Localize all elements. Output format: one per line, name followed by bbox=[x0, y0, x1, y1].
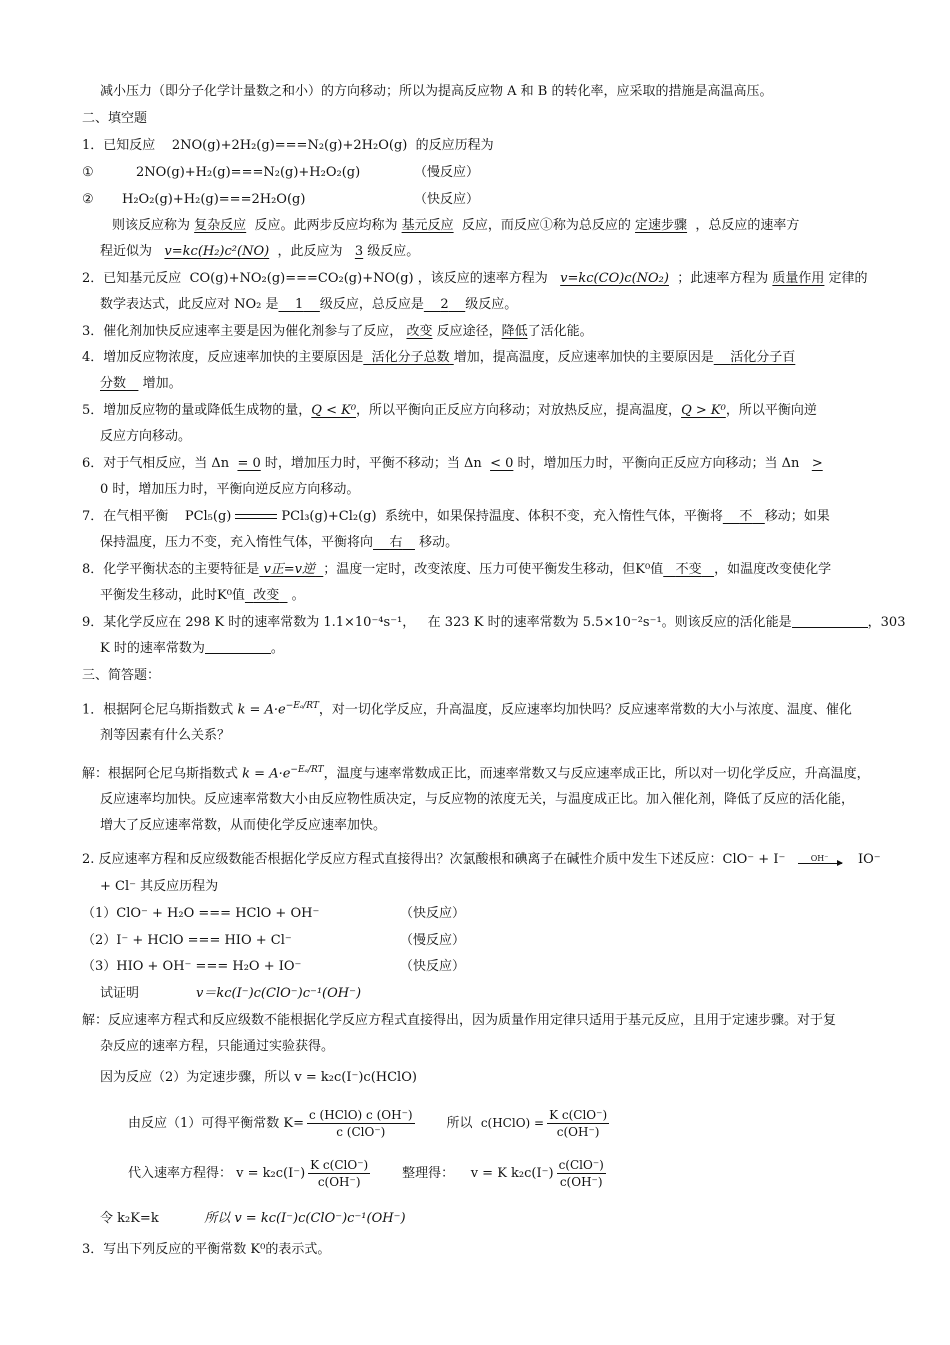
q5-b: ，所以平衡向正反应方向移动；对放热反应，提高温度， bbox=[356, 403, 682, 418]
answer-active-fraction-a: 活化分子百 bbox=[730, 350, 796, 365]
q7-c: 移动；如果 bbox=[764, 509, 830, 524]
s2-q-a: 反应速率方程和反应级数能否根据化学反应方程式直接得出？次氯酸根和碘离子在碱性介质中发生下述反应：ClO⁻ + I⁻ bbox=[98, 852, 786, 867]
s2-a6-b: 所以 v = kc(I⁻)c(ClO⁻)c⁻¹(OH⁻) bbox=[204, 1211, 406, 1226]
q8-d: 平衡发生移动，此时K⁰值 bbox=[100, 588, 245, 603]
q4-line1 bbox=[82, 348, 795, 368]
q1-num: 1． bbox=[82, 138, 104, 153]
q6-line2: 0 时，增加压力时，平衡向逆反应方向移动。 bbox=[100, 482, 360, 497]
q2-line1 bbox=[82, 269, 868, 289]
q4-b: 增加，提高温度，反应速率加快的主要原因是 bbox=[453, 350, 714, 365]
q1-answer-line2 bbox=[100, 242, 419, 262]
s2-substitution bbox=[128, 1157, 609, 1191]
q1-step2-mark: ② bbox=[82, 192, 94, 207]
q9-a: 某化学反应在 298 K 时的速率常数为 1.1×10⁻⁴s⁻¹， bbox=[103, 615, 416, 630]
q2-line2 bbox=[100, 295, 517, 315]
q7-b: 系统中，如果保持温度、体积不变，充入惰性气体，平衡将 bbox=[384, 509, 723, 524]
q7-line1 bbox=[82, 507, 830, 527]
q2-reaction: CO(g)+NO₂(g)===CO₂(g)+NO(g) bbox=[189, 271, 414, 286]
q6-a: 对于气相反应，当 Δn bbox=[103, 456, 230, 471]
step1-mark: ① bbox=[82, 165, 94, 180]
q9-b: 在 323 K 时的速率常数为 5.5×10⁻²s⁻¹。则该反应的活化能是 bbox=[427, 615, 792, 630]
q2-l1-a: 已知基元反应 bbox=[103, 271, 182, 286]
q1-l2-c: 级反应。 bbox=[367, 244, 420, 259]
s2-answer-line3: 因为反应（2）为定速步骤，所以 v = k₂c(I⁻)c(HClO) bbox=[100, 1070, 417, 1085]
s2-a6-a: 令 k₂K=k bbox=[100, 1211, 159, 1226]
fraction-sub: $\frac{\text{K c(ClO⁻)}}{c(OH^-)}$ bbox=[310, 1158, 369, 1189]
s1-question-line2: 剂等因素有什么关系？ bbox=[100, 728, 231, 743]
answer-q2-rate-equation: v=kc(CO)c(NO₂) bbox=[560, 271, 669, 286]
answer-mass-action: 质量作用 bbox=[772, 271, 825, 286]
s2-a5-a: 代入速率方程得： v = k₂c(I⁻) bbox=[128, 1166, 306, 1181]
answer-unchanged: 不变 bbox=[675, 562, 702, 577]
s2-a5-b: 整理得： bbox=[402, 1166, 455, 1181]
answer-changed: 改变 bbox=[253, 588, 280, 603]
s2-a4-b: 所以 bbox=[446, 1116, 473, 1131]
q7-num: 7． bbox=[82, 509, 104, 524]
blank-rate-constant-303k[interactable] bbox=[205, 639, 271, 654]
arrhenius-formula: k = A·e bbox=[237, 702, 286, 718]
q8-c: ，如温度改变使化学 bbox=[714, 562, 832, 577]
s2-prove-equation: v＝kc(I⁻)c(ClO⁻)c⁻¹(OH⁻) bbox=[196, 986, 362, 1001]
section-title-short-answer: 三、简答题： bbox=[82, 668, 161, 683]
q9-e: 。 bbox=[270, 641, 284, 656]
q1-step1 bbox=[82, 163, 94, 183]
s3-num: 3． bbox=[82, 1242, 104, 1257]
s2-step3-note: （快反应） bbox=[400, 959, 466, 974]
q1-reaction: 2NO(g)+2H₂(g)===N₂(g)+2H₂O(g) bbox=[171, 138, 408, 153]
q8-line2 bbox=[100, 586, 305, 606]
s1-q-a: 根据阿仑尼乌斯指数式 bbox=[103, 702, 234, 718]
s2-step1: （1）ClO⁻ + H₂O === HClO + OH⁻ bbox=[82, 906, 320, 921]
s2-a1: 反应速率方程式和反应级数不能根据化学反应方程式直接得出，因为质量作用定律只适用于基元反应，且用于定速步骤。对于复 bbox=[108, 1013, 837, 1028]
answer-no-shift: 不 bbox=[739, 509, 753, 524]
s2-step3: （3）HIO + OH⁻ === H₂O + IO⁻ bbox=[82, 959, 302, 974]
answer-q2-total-order: 2 bbox=[440, 297, 449, 312]
s1-num: 1． bbox=[82, 702, 104, 718]
intro-line: 减小压力（即分子化学计量数之和小）的方向移动；所以为提高反应物 A 和 B 的转化率，应采取的措施是高温高压。 bbox=[100, 84, 773, 99]
s2-answer-line2: 杂反应的速率方程，只能通过实验获得。 bbox=[100, 1039, 335, 1054]
q3-b: 反应途径， bbox=[436, 324, 502, 339]
q9-num: 9． bbox=[82, 615, 104, 630]
q7-e: 移动。 bbox=[419, 535, 459, 550]
s2-a4-c: c(HClO) = bbox=[480, 1116, 545, 1130]
q9-c: ，303 bbox=[867, 615, 906, 630]
s2-conclusion bbox=[100, 1209, 406, 1229]
s2-num: 2. bbox=[82, 852, 95, 867]
s1-q-b: ，对一切化学反应，升高温度，反应速率均加快吗？反应速率常数的大小与浓度、温度、催化 bbox=[318, 702, 852, 718]
arrow-condition-label: OH⁻ bbox=[810, 854, 829, 863]
s2-equilibrium-constant bbox=[128, 1106, 612, 1141]
s3-q: 写出下列反应的平衡常数 K⁰的表示式。 bbox=[103, 1242, 331, 1257]
q3-c: 了活化能。 bbox=[527, 324, 593, 339]
answer-q2-order-no2: 1 bbox=[295, 297, 304, 312]
q6-line1 bbox=[82, 454, 823, 474]
q7-a: 在气相平衡 bbox=[103, 509, 169, 524]
arrhenius-exponent-answer: −Eₐ/RT bbox=[290, 765, 324, 775]
q9-d: K 时的速率常数为 bbox=[100, 641, 205, 656]
section-title-fill-blank: 二、填空题 bbox=[82, 111, 148, 126]
arrhenius-exponent: −Eₐ/RT bbox=[285, 701, 319, 711]
q7-left: PCl₅(g) bbox=[184, 509, 232, 524]
q1-step2-note: （快反应） bbox=[414, 192, 480, 207]
q2-l1-d: 定律的 bbox=[828, 271, 868, 286]
q5-line1 bbox=[82, 401, 817, 421]
q3-num: 3． bbox=[82, 324, 104, 339]
q3-line bbox=[82, 322, 593, 342]
s2-q-b: IO⁻ bbox=[858, 852, 881, 867]
s2-a5-c: v = K k₂c(I⁻) bbox=[470, 1166, 554, 1181]
q1-l1-d: ，总反应的速率方 bbox=[695, 218, 800, 233]
s2-answer-line1 bbox=[82, 1011, 836, 1031]
s3-question bbox=[82, 1240, 330, 1260]
s1-answer-line2: 反应速率均加快。反应速率常数大小由反应物性质决定，与反应物的浓度无关，与温度成正比。加入催化剂，降低了反应的活化能， bbox=[100, 792, 855, 807]
s2-prove-label: 试证明 bbox=[100, 986, 140, 1001]
reaction-arrow-icon bbox=[798, 855, 842, 864]
q5-num: 5． bbox=[82, 403, 104, 418]
answer-rate-determining-step: 定速步骤 bbox=[635, 218, 688, 233]
equilibrium-arrow-icon bbox=[235, 512, 277, 522]
s2-answer-label: 解： bbox=[82, 1013, 109, 1028]
q6-c: 时，增加压力时，平衡向正反应方向移动；当 Δn bbox=[517, 456, 800, 471]
q9-line1 bbox=[82, 613, 905, 633]
q4-num: 4． bbox=[82, 350, 104, 365]
fraction-hclo: $\frac{\text{K c(ClO⁻)}}{c(OH^-)}$ bbox=[549, 1108, 608, 1139]
s2-a4-a: 由反应（1）可得平衡常数 K= bbox=[128, 1116, 305, 1131]
answer-order: 3 bbox=[354, 244, 364, 259]
q2-l2-b: 级反应，总反应是 bbox=[319, 297, 424, 312]
q5-line2: 反应方向移动。 bbox=[100, 429, 192, 444]
q3-a: 催化剂加快反应速率主要是因为催化剂参与了反应， bbox=[103, 324, 403, 339]
s1-answer-line1 bbox=[82, 760, 870, 780]
s1-answer-label: 解： bbox=[82, 766, 109, 782]
q5-a: 增加反应物的量或降低生成物的量， bbox=[103, 403, 312, 418]
q8-a: 化学平衡状态的主要特征是 bbox=[103, 562, 260, 577]
q8-num: 8． bbox=[82, 562, 104, 577]
s2-step2-note: （慢反应） bbox=[400, 933, 466, 948]
q7-d: 保持温度，压力不变，充入惰性气体，平衡将向 bbox=[100, 535, 374, 550]
answer-dn-zero: = 0 bbox=[237, 456, 261, 471]
q4-line2 bbox=[100, 374, 182, 394]
answer-active-fraction-b: 分数 bbox=[100, 376, 127, 391]
answer-lower: 降低 bbox=[501, 324, 528, 339]
answer-q-less-k: Q < K⁰ bbox=[311, 403, 357, 418]
q7-line2 bbox=[100, 533, 458, 553]
s1-a1-a: 根据阿仑尼乌斯指数式 bbox=[108, 766, 239, 782]
q5-c: ，所以平衡向逆 bbox=[725, 403, 817, 418]
q6-num: 6． bbox=[82, 456, 104, 471]
s2-question-line2: + Cl⁻ 其反应历程为 bbox=[100, 879, 219, 894]
q2-l1-b: ，该反应的速率方程为 bbox=[417, 271, 548, 286]
s2-step1-note: （快反应） bbox=[400, 906, 466, 921]
answer-complex-reaction: 复杂反应 bbox=[194, 218, 247, 233]
q1-step2-eq: H₂O₂(g)+H₂(g)===2H₂O(g) bbox=[122, 192, 306, 207]
fraction-final: $\frac{\text{c(ClO⁻)}}{c(OH^-)}$ bbox=[558, 1158, 604, 1189]
s2-question-line1 bbox=[82, 850, 881, 870]
q1-line bbox=[82, 136, 494, 156]
answer-dn-positive: > bbox=[811, 456, 823, 471]
q9-line2 bbox=[100, 639, 284, 659]
blank-activation-energy[interactable] bbox=[792, 613, 868, 628]
q2-l2-c: 级反应。 bbox=[465, 297, 518, 312]
fraction-k: $\frac{\text{c (HClO) c (OH⁻)}}{\text{c (ClO⁻)}}$ bbox=[309, 1108, 413, 1139]
answer-v-forward-equals-reverse: v正=v逆 bbox=[263, 562, 316, 577]
q7-right: PCl₃(g)+Cl₂(g) bbox=[281, 509, 377, 524]
q1-l1-a: 则该反应称为 bbox=[112, 218, 191, 233]
answer-total-active-molecules: 活化分子总数 bbox=[371, 350, 450, 365]
q8-b: ；温度一定时，改变浓度、压力可使平衡发生移动，但K⁰值 bbox=[323, 562, 664, 577]
s1-answer-line3: 增大了反应速率常数，从而使化学反应速率加快。 bbox=[100, 818, 387, 833]
q8-e: 。 bbox=[291, 588, 305, 603]
q2-num: 2． bbox=[82, 271, 104, 286]
q1-l1-c: 反应，而反应①称为总反应的 bbox=[461, 218, 631, 233]
q8-line1 bbox=[82, 560, 831, 580]
q1-l2-a: 程近似为 bbox=[100, 244, 153, 259]
q1-text-a: 已知反应 bbox=[103, 138, 156, 153]
answer-q-greater-k: Q > K⁰ bbox=[681, 403, 726, 418]
q1-answer-line1 bbox=[112, 216, 799, 236]
q4-a: 增加反应物浓度，反应速率加快的主要原因是 bbox=[103, 350, 364, 365]
q1-text-b: 的反应历程为 bbox=[415, 138, 494, 153]
answer-dn-negative: < 0 bbox=[490, 456, 514, 471]
q1-l1-b: 反应。此两步反应均称为 bbox=[254, 218, 398, 233]
s2-step2: （2）I⁻ + HClO === HIO + Cl⁻ bbox=[82, 933, 292, 948]
answer-right: 右 bbox=[389, 535, 403, 550]
q2-l1-c: ；此速率方程为 bbox=[677, 271, 769, 286]
q2-l2-a: 数学表达式，此反应对 NO₂ 是 bbox=[100, 297, 279, 312]
q1-l2-b: ，此反应为 bbox=[277, 244, 343, 259]
q1-step1-eq: 2NO(g)+H₂(g)===N₂(g)+H₂O₂(g) bbox=[136, 165, 361, 180]
answer-rate-equation: v=kc(H₂)c²(NO) bbox=[164, 244, 270, 259]
s1-a1-b: ，温度与速率常数成正比，而速率常数又与反应速率成正比，所以对一切化学反应，升高温度， bbox=[323, 766, 870, 782]
q6-b: 时，增加压力时，平衡不移动；当 Δn bbox=[264, 456, 482, 471]
answer-elementary-reaction: 基元反应 bbox=[401, 218, 454, 233]
answer-change: 改变 bbox=[406, 324, 433, 339]
q1-step1-note: （慢反应） bbox=[414, 165, 480, 180]
arrhenius-formula-answer: k = A·e bbox=[242, 766, 291, 782]
s1-question-line1 bbox=[82, 696, 852, 716]
q4-c: 增加。 bbox=[142, 376, 182, 391]
